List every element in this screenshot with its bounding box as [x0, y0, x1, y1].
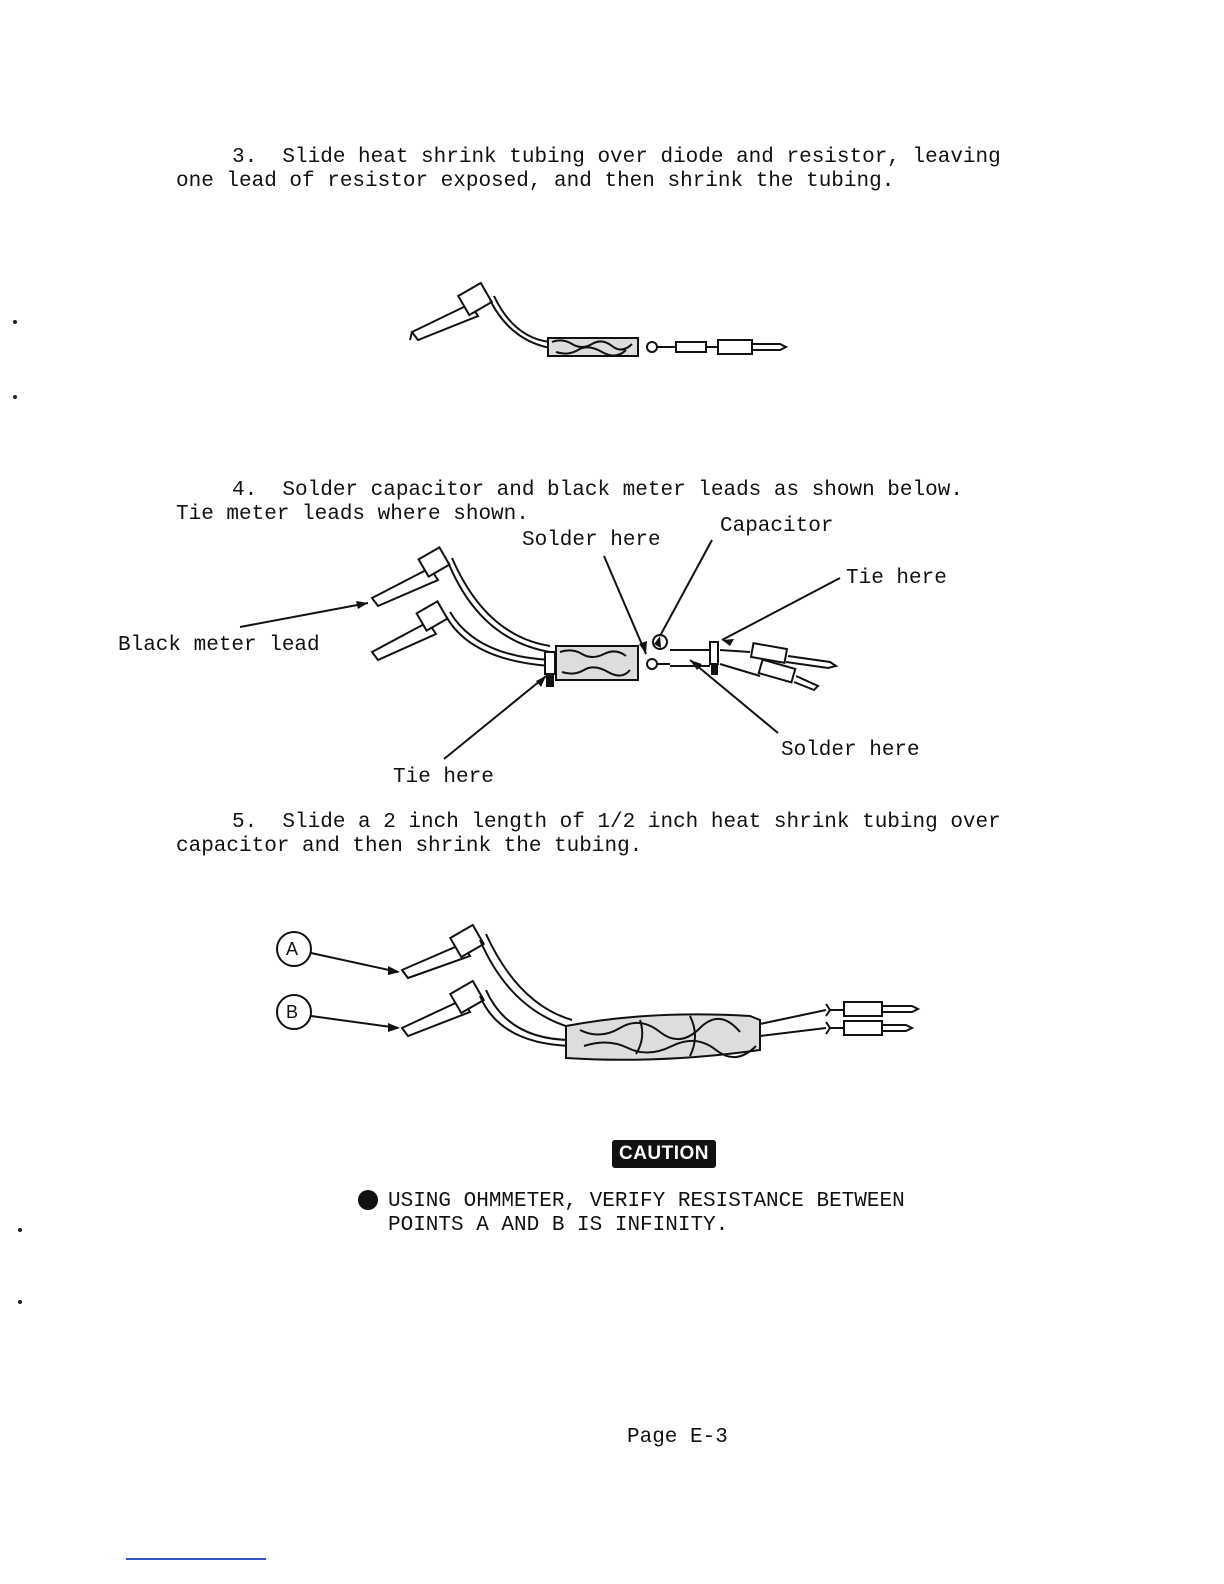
scan-mark [18, 1228, 22, 1232]
caution-line-2: POINTS A AND B IS INFINITY. [388, 1214, 729, 1237]
step-3-line-2: one lead of resistor exposed, and then shrink the tubing. [176, 170, 895, 193]
label-solder-here-top: Solder here [522, 529, 661, 552]
step-4-line-2: Tie meter leads where shown. [176, 503, 529, 526]
scan-mark [13, 320, 17, 324]
label-tie-here-left: Tie here [393, 766, 494, 789]
step-4-line-1: 4. Solder capacitor and black meter leads as shown below. [232, 479, 963, 502]
point-a-label: A [286, 939, 299, 959]
caution-badge: CAUTION [612, 1140, 716, 1168]
point-b-label: B [286, 1002, 299, 1022]
step-5-line-1: 5. Slide a 2 inch length of 1/2 inch heat shrink tubing over [232, 811, 1001, 834]
caution-line-1: USING OHMMETER, VERIFY RESISTANCE BETWEEN [388, 1190, 905, 1213]
scan-mark [18, 1300, 22, 1304]
label-capacitor: Capacitor [720, 515, 834, 538]
step-5-line-2: capacitor and then shrink the tubing. [176, 835, 643, 858]
step-3-line-1: 3. Slide heat shrink tubing over diode and resistor, leaving [232, 146, 1001, 169]
label-black-meter-lead: Black meter lead [118, 634, 320, 657]
page-number: Page E-3 [627, 1426, 728, 1449]
footer-rule [126, 1558, 266, 1560]
scan-mark [13, 395, 17, 399]
label-tie-here-right: Tie here [846, 567, 947, 590]
bullet-dot [358, 1190, 378, 1210]
label-solder-here-bottom: Solder here [781, 739, 920, 762]
